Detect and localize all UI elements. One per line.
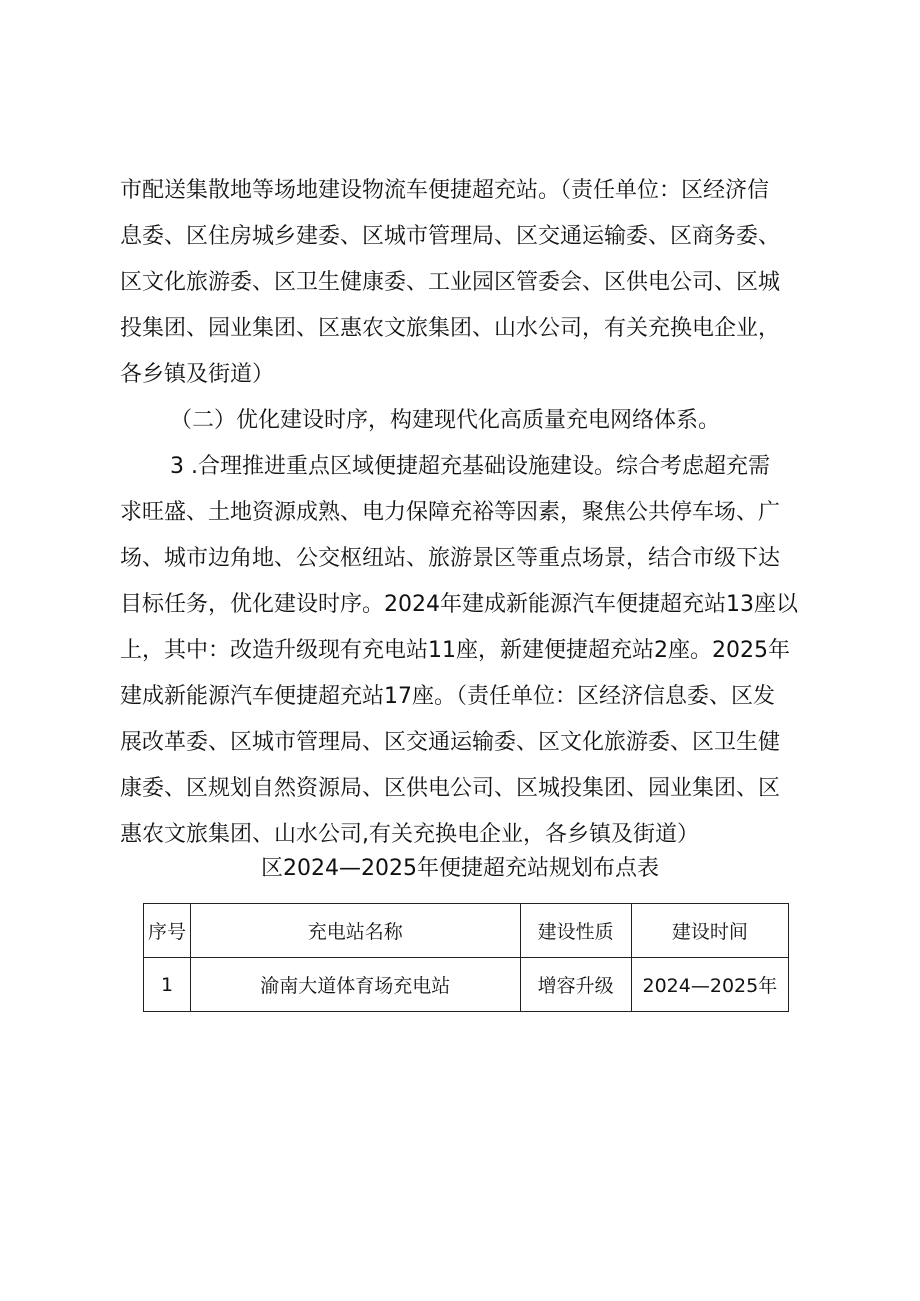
- paragraph-line-14: 康委、区规划自然资源局、区供电公司、区城投集团、园业集团、区: [120, 776, 781, 801]
- paragraph-line-12: 建成新能源汽车便捷超充站17座。（责任单位：区经济信息委、区发: [120, 684, 775, 709]
- paragraph-line-10: 目标任务，优化建设时序。2024年建成新能源汽车便捷超充站13座以: [120, 592, 798, 617]
- cell-serial-number: 1: [144, 958, 191, 1012]
- table-header-row: [144, 904, 789, 958]
- paragraph-line-9: 场、城市边角地、公交枢纽站、旅游景区等重点场景，结合市级下达: [120, 546, 781, 571]
- cell-construction-type: 增容升级: [520, 958, 631, 1012]
- paragraph-line-15: 惠农文旅集团、山水公司,有关充换电企业，各乡镇及街道）: [120, 822, 699, 847]
- planning-table: [143, 903, 789, 1012]
- paragraph-line-7: 3 .合理推进重点区域便捷超充基础设施建设。综合考虑超充需: [170, 454, 770, 479]
- cell-station-name: 渝南大道体育场充电站: [191, 958, 521, 1012]
- header-construction-type: 建设性质: [520, 904, 631, 958]
- paragraph-line-13: 展改革委、区城市管理局、区交通运输委、区文化旅游委、区卫生健: [120, 730, 781, 755]
- header-station-name: 充电站名称: [191, 904, 521, 958]
- paragraph-line-4: 投集团、园业集团、区惠农文旅集团、山水公司，有关充换电企业，: [120, 316, 781, 341]
- table-title: 区2024—2025年便捷超充站规划布点表: [261, 856, 659, 881]
- paragraph-line-8: 求旺盛、土地资源成熟、电力保障充裕等因素，聚焦公共停车场、广: [120, 500, 781, 525]
- cell-construction-time: 2024—2025年: [631, 958, 788, 1012]
- paragraph-line-11: 上，其中：改造升级现有充电站11座，新建便捷超充站2座。2025年: [120, 638, 790, 663]
- paragraph-line-3: 区文化旅游委、区卫生健康委、工业园区管委会、区供电公司、区城: [120, 270, 781, 295]
- header-construction-time: 建设时间: [631, 904, 788, 958]
- section-heading: （二）优化建设时序，构建现代化高质量充电网络体系。: [170, 408, 721, 433]
- table-row: [144, 958, 789, 1012]
- header-serial-number: 序号: [144, 904, 191, 958]
- paragraph-line-2: 息委、区住房城乡建委、区城市管理局、区交通运输委、区商务委、: [120, 224, 781, 249]
- paragraph-line-5: 各乡镇及街道）: [120, 362, 275, 387]
- paragraph-line-1: 市配送集散地等场地建设物流车便捷超充站。（责任单位：区经济信: [120, 178, 770, 203]
